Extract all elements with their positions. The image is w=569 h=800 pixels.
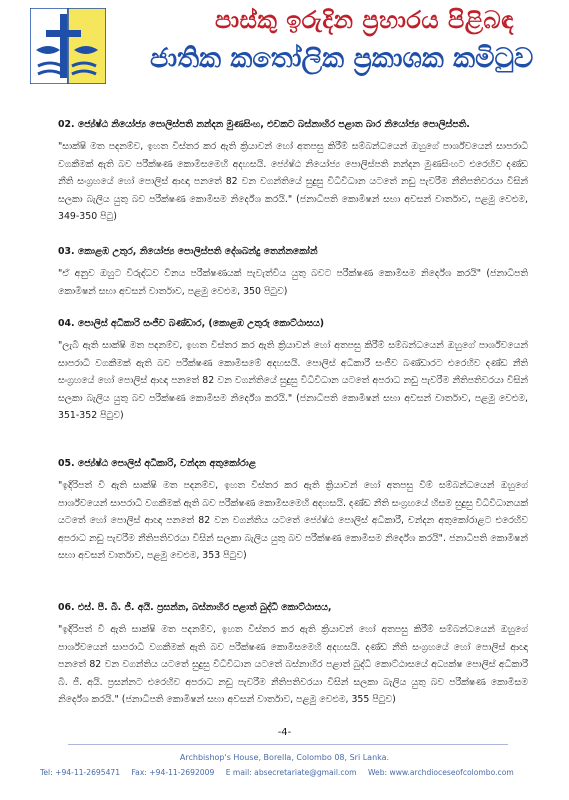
letterhead-title-line-2: ජාතික කතෝලික ප්‍රකාශක කමිටුව <box>150 43 534 74</box>
section-heading: 02. ජ්‍යේෂ්ඨ නියෝජ්‍ය පොලිස්පති නන්දන මුණසිංහ, එවකට බස්නාහිර පළාත බාර නියෝජ්‍ය පොලිස්පති. <box>58 119 470 130</box>
letterhead <box>0 0 569 100</box>
footer-contacts <box>40 768 540 777</box>
section-paragraph: "සාක්ෂි මත පදනම්ව, ඉහත විස්තර කර ඇති ක්‍රියාවන් හෝ අතපසු කිරීම් සම්බන්ධයෙන් ඔහුගේ පාර්ශ්වයෙන් සාපරාධී වගකීමක් ඇති බව පරීක්ෂණ කොමිසමෙහි අදහසයි. ජ්‍යේෂ්ඨ නියෝජ්‍ය පොලිස්පති නන්දන මුණසිංහට එරෙහිව දණ්ඩ නීති සංග්‍රහයේ හෝ පොලිස් ආඥා පනතේ 82 වන වගන්තියේ සුදුසු විධිවිධාන යටතේ නඩු පැවරීම නීතිපතිවරයා විසින් සලකා බැලිය යුතු බව පරීක්ෂණ කොමිසම නිර්දේශ කරයි." (ජනාධිපති කොමිෂන් සභා අවසන් වාර්තාව, පළමු වෙළුම, 349-350 පිටු) <box>58 141 528 223</box>
section-paragraph: "ලැබී ඇති සාක්ෂි මත පදනම්ව, ඉහත විස්තර කර ඇති ක්‍රියාවන් හෝ අතපසු කිරීම් සම්බන්ධයෙන් ඔහුගේ පාර්ශ්වයෙන් සාපරාධී වගකීමක් ඇති බව පරීක්ෂණ කොමිසමේ අදහසයි. පොලිස් අධිකාරී සංජීව බණ්ඩාරට එරෙහිව දණ්ඩ නීති සංග්‍රහයේ හෝ පොලිස් ආඥා පනතේ 82 වන වගන්තියේ සුදුසු විධිවිධාන යටතේ අපරාධ නඩු පැවරීම නීතිපතිවරයා විසින් සලකා බැලිය යුතු බව පරීක්ෂණ කොමිසම නිර්දේශ කරයි." (ජනාධිපති කොමිෂන් සභා අවසන් වාර්තාව, පළමු වෙළුම, 351-352 පිටුව) <box>58 340 528 422</box>
section-heading: 05. ජ්‍යේෂ්ඨ පොලිස් අධිකාරි, චන්දන අතුකෝරාළ <box>58 458 256 469</box>
section-paragraph: "ඒ අනුව ඔහුට විරුද්ධව විනය පරීක්ෂණයක් පැවැත්විය යුතු බවට පරීක්ෂණ කොමිසම නිර්දේශ කරයි" (ජනාධිපති කොමිෂන් සභා අවසන් වාර්තාව, පළමු වෙළුම, 350 පිටුව) <box>58 268 528 297</box>
section-02 <box>58 118 528 243</box>
section-05 <box>58 457 528 601</box>
letterhead-title-line-1: පාස්කු ඉරුදින ප්‍රහාරය පිළිබඳ <box>215 6 514 34</box>
footer-address: Archbishop's House, Borella, Colombo 08, Sri Lanka. <box>179 753 390 762</box>
section-04 <box>58 317 528 444</box>
footer-email[interactable]: E mail: absecretariate@gmail.com <box>225 768 357 777</box>
footer-telephone: Tel: +94-11-2695471 <box>40 768 121 777</box>
section-06 <box>58 601 528 745</box>
footer-fax: Fax: +94-11-2692009 <box>131 768 215 777</box>
cross-dove-emblem-icon <box>30 8 106 84</box>
footer-divider <box>68 744 508 745</box>
section-paragraph: "ඉදිරිපත් වී ඇති සාක්ෂි මත පදනම්ව, ඉහත විස්තර කර ඇති ක්‍රියාවන් හෝ අතපසු වීම් සම්බන්ධයෙන් ඔහුගේ පාර්ශ්වයෙන් සාපරාධී වගකීමක් ඇති බව පරීක්ෂණ කොමිසමෙහි අදහසයි. දණ්ඩ නීති සංග්‍රහයේ හිසම සුදුසු විධිවිධානයක් යටතේ හෝ පොලිස් ආඥා පනතේ 82 වන වගන්තිය යටතේ ජ්‍යේෂ්ඨ පොලිස් අධිකාරී, චන්දන අතුකෝරාළට එරෙහිව අපරාධ නඩු පැවරීම නීතිපතිවරයා විසින් සලකා බැලිය යුතු බව පරීක්ෂණ කොමිසම නිර්දේශ කරයි". ජනාධිපති කොමිෂන් සභා අවසන් වාර්තාව, පළමු වෙළුම, 353 පිටුව) <box>58 480 528 562</box>
section-03 <box>58 245 528 301</box>
section-heading: 06. එස්. පී. බී. ජී. අයි. ප්‍රසන්න, බස්නාහිර පළාත් බුද්ධි කොට්ඨාසය, <box>58 602 332 613</box>
page-number: -4- <box>277 727 292 738</box>
footer-website[interactable]: Web: www.archdioceseofcolombo.com <box>367 768 514 777</box>
section-heading: 04. පොලිස් අධිකාරි සංජීව බණ්ඩාර, (කොළඹ උතුරු කොට්ඨාසය) <box>58 318 325 329</box>
section-heading: 03. කොළඹ උතුර, නියෝජ්‍ය පොලිස්පති දේශබන්දු තෙන්නකෝන් <box>58 246 318 257</box>
section-paragraph: "ඉදිරිපත් වී ඇති සාක්ෂි මත පදනම්ව, ඉහත විස්තර කර ඇති ක්‍රියාවන් හෝ අතපසු කිරීම් සම්බන්ධයෙන් ඔහුගේ පාර්ශ්වයෙන් සාපරාධී වගකීමක් ඇති බව පරීක්ෂණ කොමිසමෙහි අදහසයි. දණ්ඩ නීති සංග්‍රහයේ හෝ පොලිස් ආඥා පනතේ 82 වන වගන්තිය යටතේ සුදුසු විධිවිධාන යටතේ බස්නාහිර පළාත් බුද්ධි කොට්ඨාසයේ අධ්‍යක්ෂ පොලිස් අධිකාරී බී. ජී. අයි. ප්‍රසන්නට එරෙහිව අපරාධ නඩු පැවරීම නීතිපතිවරයා විසින් සලකා බැලිය යුතු බව පරීක්ෂණ කොමිසම නිර්දේශ කරයි." (ජනාධිපති කොමිෂන් සභා අවසන් වාර්තාව, පළමු වෙළුම, 355 පිටුව) <box>58 624 528 706</box>
